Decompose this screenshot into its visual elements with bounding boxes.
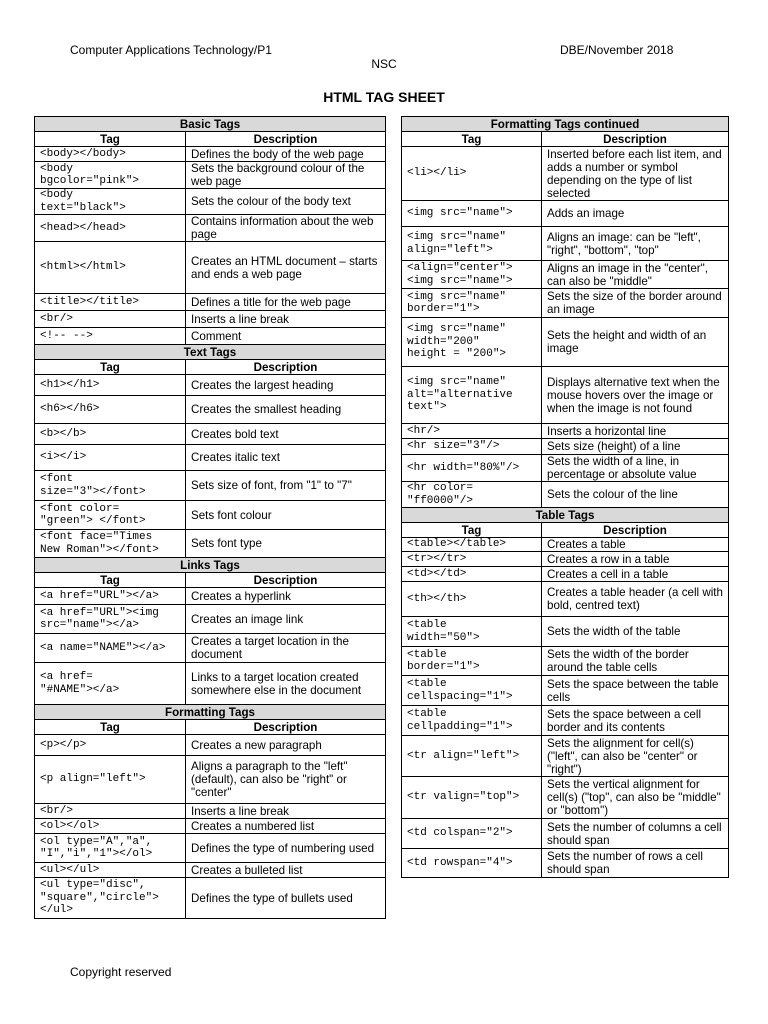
tag-cell: <p align="left">	[35, 756, 186, 804]
table-row	[35, 424, 386, 445]
description-cell: Sets the colour of the body text	[186, 189, 386, 215]
table-row	[402, 318, 729, 367]
column-header-description: Description	[186, 573, 386, 588]
description-cell: Sets the alignment for cell(s) ("left", can also be "center" or "right")	[542, 736, 729, 777]
tag-cell: <ul type="disc", "square","circle"> </ul>	[35, 878, 186, 919]
table-row	[35, 445, 386, 471]
tag-cell: <font face="Times New Roman"></font>	[35, 530, 186, 558]
description-cell: Creates the smallest heading	[186, 396, 386, 424]
text-tags-section-title: Text Tags	[35, 345, 386, 360]
description-cell: Sets font colour	[186, 501, 386, 530]
table-row	[35, 804, 386, 819]
description-cell: Creates the largest heading	[186, 375, 386, 396]
tag-cell: <hr color= "ff0000"/>	[402, 482, 542, 508]
tag-cell: <i></i>	[35, 445, 186, 471]
table-row	[402, 552, 729, 567]
description-cell: Creates an image link	[186, 605, 386, 634]
tag-cell: <ol type="A","a", "I","i","1"></ol>	[35, 834, 186, 863]
tag-cell: <body></body>	[35, 147, 186, 162]
description-cell: Sets the width of the border around the table cells	[542, 647, 729, 676]
table-row	[35, 501, 386, 530]
table-row	[402, 736, 729, 777]
tag-cell: <p></p>	[35, 735, 186, 756]
column-header-tag: Tag	[35, 132, 186, 147]
tag-cell: <a href= "#NAME"></a>	[35, 663, 186, 705]
tag-cell: <a name="NAME"></a>	[35, 634, 186, 663]
tag-cell: <body bgcolor="pink">	[35, 162, 186, 189]
column-header-description: Description	[186, 720, 386, 735]
table-row	[402, 261, 729, 289]
description-cell: Inserted before each list item, and adds a number or symbol depending on the type of list selected	[542, 147, 729, 201]
tag-cell: <img src="name" width="200" height = "200">	[402, 318, 542, 367]
column-header-tag: Tag	[35, 360, 186, 375]
table-row	[35, 215, 386, 242]
description-cell: Contains information about the web page	[186, 215, 386, 242]
tag-cell: <td></td>	[402, 567, 542, 582]
description-cell: Defines the body of the web page	[186, 147, 386, 162]
description-cell: Inserts a line break	[186, 311, 386, 328]
tag-cell: <li></li>	[402, 147, 542, 201]
header-nsc: NSC	[371, 57, 397, 71]
tag-cell: <br/>	[35, 311, 186, 328]
text-tags-column-header-row	[35, 360, 386, 375]
description-cell: Sets the number of rows a cell should span	[542, 849, 729, 878]
column-header-description: Description	[542, 132, 729, 147]
tag-cell: <tr></tr>	[402, 552, 542, 567]
tag-cell: <th></th>	[402, 582, 542, 617]
description-cell: Creates bold text	[186, 424, 386, 445]
description-cell: Creates a cell in a table	[542, 567, 729, 582]
table-row	[35, 588, 386, 605]
tag-cell: <align="center"> <img src="name">	[402, 261, 542, 289]
column-header-tag: Tag	[402, 523, 542, 538]
description-cell: Adds an image	[542, 201, 729, 227]
tag-cell: <h6></h6>	[35, 396, 186, 424]
description-cell: Sets size (height) of a line	[542, 439, 729, 455]
column-header-tag: Tag	[35, 720, 186, 735]
left-tag-table	[34, 116, 386, 919]
column-header-description: Description	[542, 523, 729, 538]
tag-cell: <table border="1">	[402, 647, 542, 676]
formatting-tags-continued-section-title-row	[402, 117, 729, 132]
description-cell: Inserts a line break	[186, 804, 386, 819]
table-row	[35, 471, 386, 501]
tag-cell: <table></table>	[402, 538, 542, 552]
tag-cell: <b></b>	[35, 424, 186, 445]
table-row	[35, 735, 386, 756]
description-cell: Defines the type of numbering used	[186, 834, 386, 863]
table-row	[35, 530, 386, 558]
table-row	[35, 756, 386, 804]
page-title: HTML TAG SHEET	[323, 89, 445, 105]
table-row	[402, 538, 729, 552]
table-row	[402, 147, 729, 201]
basic-tags-section-title-row	[35, 117, 386, 132]
description-cell: Sets size of font, from "1" to "7"	[186, 471, 386, 501]
tag-cell: <head></head>	[35, 215, 186, 242]
header-subject: Computer Applications Technology/P1	[70, 43, 272, 57]
table-row	[402, 482, 729, 508]
table-row	[402, 617, 729, 647]
formatting-tags-continued-section-title: Formatting Tags continued	[402, 117, 729, 132]
tag-cell: <body text="black">	[35, 189, 186, 215]
table-row	[35, 375, 386, 396]
table-row	[35, 878, 386, 919]
tag-cell: <hr size="3"/>	[402, 439, 542, 455]
table-row	[35, 328, 386, 345]
tag-cell: <tr valign="top">	[402, 777, 542, 819]
table-row	[402, 777, 729, 819]
table-row	[402, 676, 729, 706]
tag-cell: <font color= "green"> </font>	[35, 501, 186, 530]
description-cell: Sets the number of columns a cell should span	[542, 819, 729, 849]
description-cell: Comment	[186, 328, 386, 345]
table-row	[402, 706, 729, 736]
table-row	[35, 605, 386, 634]
table-row	[35, 863, 386, 878]
tag-cell: <img src="name" border="1">	[402, 289, 542, 318]
formatting-tags-section-title: Formatting Tags	[35, 705, 386, 720]
table-tags-section-title: Table Tags	[402, 508, 729, 523]
tag-cell: <html></html>	[35, 242, 186, 294]
table-row	[402, 227, 729, 261]
tag-cell: <img src="name" alt="alternative text">	[402, 367, 542, 424]
description-cell: Sets the space between the table cells	[542, 676, 729, 706]
links-tags-section-title-row	[35, 558, 386, 573]
tag-cell: <tr align="left">	[402, 736, 542, 777]
description-cell: Creates a row in a table	[542, 552, 729, 567]
description-cell: Creates an HTML document – starts and ends a web page	[186, 242, 386, 294]
column-header-tag: Tag	[35, 573, 186, 588]
description-cell: Links to a target location created somewhere else in the document	[186, 663, 386, 705]
table-row	[35, 311, 386, 328]
tag-cell: <br/>	[35, 804, 186, 819]
description-cell: Defines a title for the web page	[186, 294, 386, 311]
links-tags-column-header-row	[35, 573, 386, 588]
tag-cell: <ol></ol>	[35, 819, 186, 834]
table-row	[35, 147, 386, 162]
formatting-tags-section-title-row	[35, 705, 386, 720]
tag-cell: <a href="URL"><img src="name"></a>	[35, 605, 186, 634]
description-cell: Sets the width of a line, in percentage or absolute value	[542, 455, 729, 482]
table-row	[402, 849, 729, 878]
table-row	[402, 439, 729, 455]
tag-cell: <h1></h1>	[35, 375, 186, 396]
tag-cell: <!-- -->	[35, 328, 186, 345]
description-cell: Sets the vertical alignment for cell(s) ("top", can also be "middle" or "bottom")	[542, 777, 729, 819]
table-row	[402, 819, 729, 849]
tag-cell: <hr width="80%"/>	[402, 455, 542, 482]
tag-cell: <font size="3"></font>	[35, 471, 186, 501]
table-row	[35, 294, 386, 311]
description-cell: Sets font type	[186, 530, 386, 558]
table-tags-section-title-row	[402, 508, 729, 523]
table-row	[35, 162, 386, 189]
tag-cell: <img src="name" align="left">	[402, 227, 542, 261]
tag-cell: <img src="name">	[402, 201, 542, 227]
tag-cell: <table cellspacing="1">	[402, 676, 542, 706]
description-cell: Inserts a horizontal line	[542, 424, 729, 439]
description-cell: Creates italic text	[186, 445, 386, 471]
description-cell: Sets the width of the table	[542, 617, 729, 647]
basic-tags-section-title: Basic Tags	[35, 117, 386, 132]
table-row	[35, 396, 386, 424]
description-cell: Creates a bulleted list	[186, 863, 386, 878]
table-row	[402, 289, 729, 318]
description-cell: Creates a hyperlink	[186, 588, 386, 605]
description-cell: Sets the colour of the line	[542, 482, 729, 508]
table-row	[35, 834, 386, 863]
table-row	[35, 663, 386, 705]
description-cell: Creates a table	[542, 538, 729, 552]
tag-cell: <a href="URL"></a>	[35, 588, 186, 605]
description-cell: Defines the type of bullets used	[186, 878, 386, 919]
table-row	[35, 634, 386, 663]
description-cell: Aligns an image in the "center", can also be "middle"	[542, 261, 729, 289]
tag-cell: <td colspan="2">	[402, 819, 542, 849]
table-row	[35, 819, 386, 834]
table-row	[35, 189, 386, 215]
description-cell: Sets the background colour of the web page	[186, 162, 386, 189]
tag-cell: <table width="50">	[402, 617, 542, 647]
table-row	[402, 582, 729, 617]
formatting-tags-column-header-row	[35, 720, 386, 735]
formatting-tags-continued-column-header-row	[402, 132, 729, 147]
table-row	[402, 647, 729, 676]
column-header-description: Description	[186, 360, 386, 375]
tag-cell: <table cellpadding="1">	[402, 706, 542, 736]
tag-cell: <ul></ul>	[35, 863, 186, 878]
description-cell: Displays alternative text when the mouse hovers over the image or when the image is not found	[542, 367, 729, 424]
description-cell: Creates a target location in the document	[186, 634, 386, 663]
right-tag-table	[401, 116, 729, 878]
column-header-tag: Tag	[402, 132, 542, 147]
header-exam-date: DBE/November 2018	[560, 43, 674, 57]
description-cell: Creates a new paragraph	[186, 735, 386, 756]
text-tags-section-title-row	[35, 345, 386, 360]
table-tags-column-header-row	[402, 523, 729, 538]
tag-cell: <title></title>	[35, 294, 186, 311]
tag-cell: <td rowspan="4">	[402, 849, 542, 878]
table-row	[402, 201, 729, 227]
table-row	[402, 367, 729, 424]
description-cell: Creates a table header (a cell with bold, centred text)	[542, 582, 729, 617]
description-cell: Aligns a paragraph to the "left" (default), can also be "right" or "center"	[186, 756, 386, 804]
table-row	[402, 567, 729, 582]
table-row	[402, 455, 729, 482]
basic-tags-column-header-row	[35, 132, 386, 147]
column-header-description: Description	[186, 132, 386, 147]
links-tags-section-title: Links Tags	[35, 558, 386, 573]
tag-cell: <hr/>	[402, 424, 542, 439]
table-row	[402, 424, 729, 439]
description-cell: Sets the height and width of an image	[542, 318, 729, 367]
description-cell: Creates a numbered list	[186, 819, 386, 834]
description-cell: Sets the space between a cell border and its contents	[542, 706, 729, 736]
table-row	[35, 242, 386, 294]
footer-copyright: Copyright reserved	[70, 965, 172, 979]
description-cell: Sets the size of the border around an image	[542, 289, 729, 318]
description-cell: Aligns an image: can be "left", "right", "bottom", "top"	[542, 227, 729, 261]
